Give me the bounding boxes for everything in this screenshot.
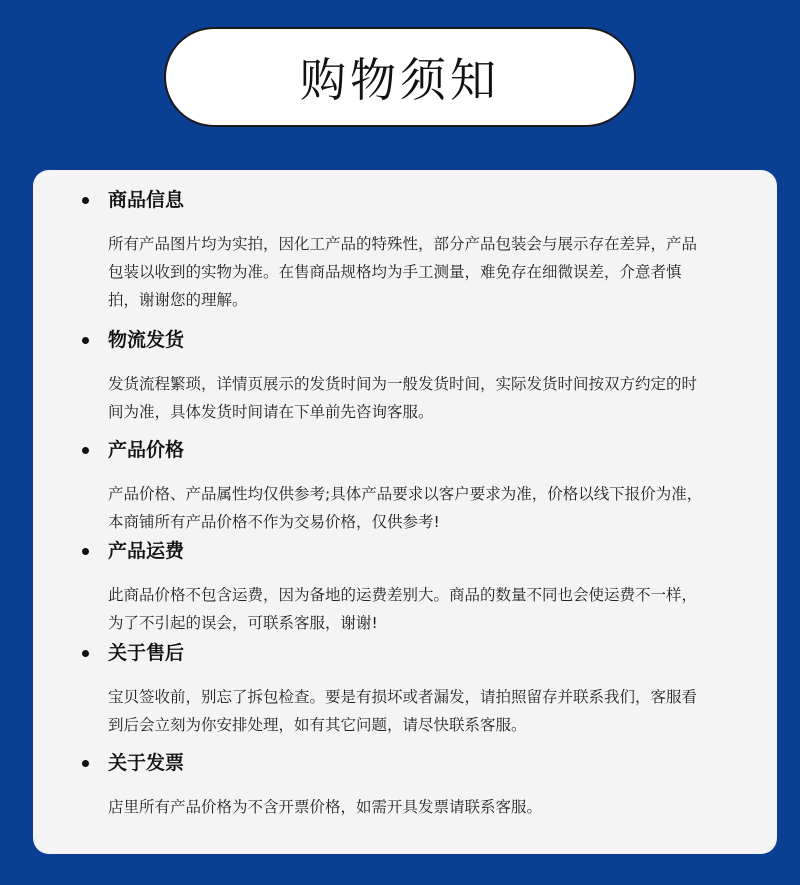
section-body: 发货流程繁琐，详情页展示的发货时间为一般发货时间，实际发货时间按双方约定的时间为准，具体发货时间请在下单前先咨询客服。 [108,375,698,421]
section-title: 物流发货 [108,329,185,351]
section-title: 关于售后 [108,642,185,664]
bullet-icon [82,650,89,657]
bullet-icon [82,760,89,767]
bullet-icon [82,447,89,454]
title-banner [164,27,636,127]
section-body: 所有产品图片均为实拍，因化工产品的特殊性，部分产品包装会与展示存在差异，产品包装以收到的实物为准。在售商品规格均为手工测量，难免存在细微误差，介意者慎拍，谢谢您的理解。 [108,235,698,309]
page-title: 购物须知 [300,53,500,107]
bullet-icon [82,197,89,204]
section-body: 宝贝签收前，别忘了拆包检查。要是有损坏或者漏发，请拍照留存并联系我们，客服看到后会立刻为你安排处理，如有其它问题，请尽快联系客服。 [108,688,698,734]
notice-card [33,170,777,854]
section-body: 店里所有产品价格为不含开票价格，如需开具发票请联系客服。 [108,798,543,816]
bullet-icon [82,548,89,555]
bullet-icon [82,337,89,344]
section-title: 产品价格 [108,439,185,461]
section-title: 商品信息 [108,189,185,211]
section-body: 此商品价格不包含运费，因为备地的运费差别大。商品的数量不同也会使运费不一样，为了不引起的误会，可联系客服，谢谢! [108,586,698,632]
section-title: 关于发票 [108,752,185,774]
section-body: 产品价格、产品属性均仅供参考;具体产品要求以客户要求为准，价格以线下报价为准，本商铺所有产品价格不作为交易价格，仅供参考! [108,485,703,531]
section-title: 产品运费 [108,540,185,562]
